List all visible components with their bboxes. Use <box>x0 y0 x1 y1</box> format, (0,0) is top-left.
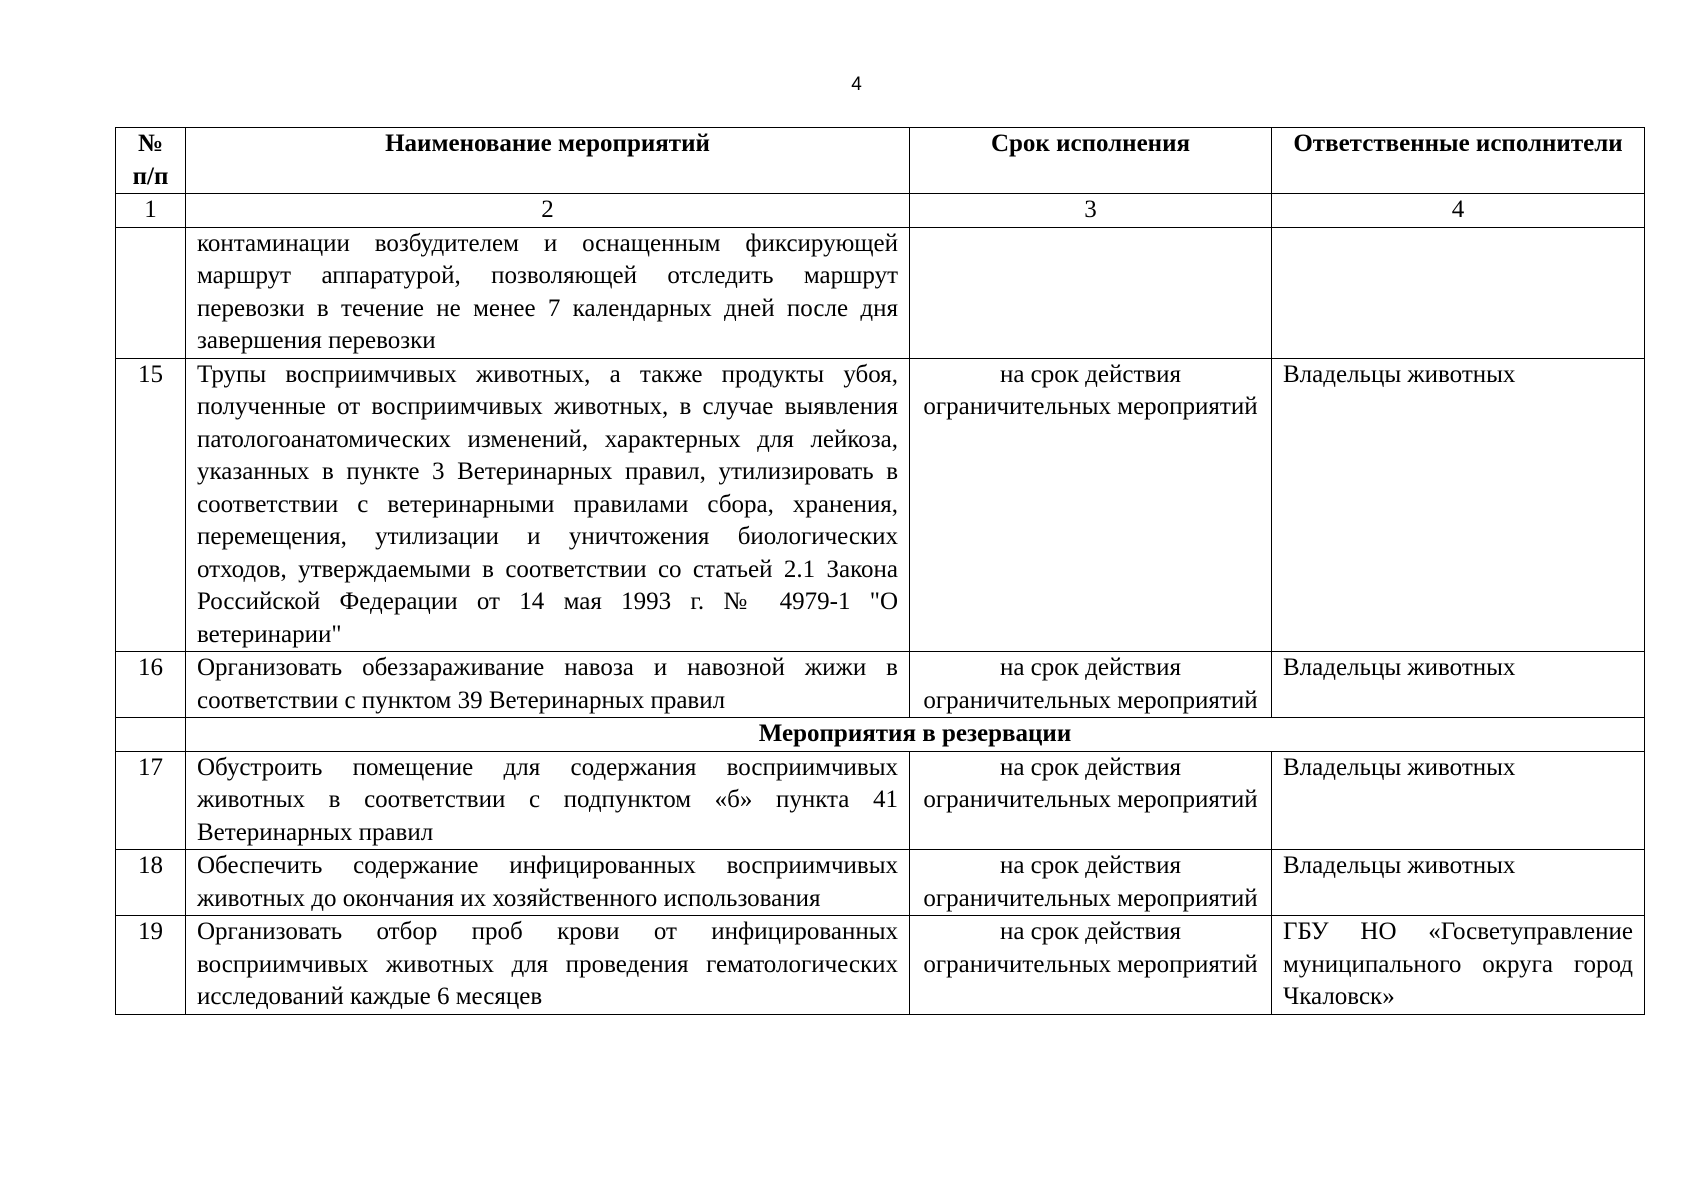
row-responsible: Владельцы животных <box>1272 850 1645 916</box>
column-index: 4 <box>1272 194 1645 228</box>
header-number: № п/п <box>116 128 186 194</box>
row-measure: Обеспечить содержание инфицированных восприимчивых животных до окончания их хозяйственного использования <box>186 850 910 916</box>
section-title: Мероприятия в резервации <box>186 718 1645 752</box>
table-row <box>116 916 1645 1015</box>
row-term: на срок действия ограничительных мероприятий <box>910 358 1272 652</box>
row-measure: Трупы восприимчивых животных, а также продукты убоя, полученные от восприимчивых животных, в случае выявления патологоанатомических изменений, характерных для лейкоза, указанных в пункте 3 Ветеринарных правил, утилизировать в соответствии с ветеринарными правилами сбора, хранения, перемещения, утилизации и уничтожения биологических отходов, утверждаемыми в соответствии со статьей 2.1 Закона Российской Федерации от 14 мая 1993 г. № 4979-1 "О ветеринарии" <box>186 358 910 652</box>
row-measure: Организовать обеззараживание навоза и навозной жижи в соответствии с пунктом 39 Ветеринарных правил <box>186 652 910 718</box>
table-row-continuation <box>116 227 1645 358</box>
header-responsible: Ответственные исполнители <box>1272 128 1645 194</box>
row-number: 15 <box>116 358 186 652</box>
row-measure: Организовать отбор проб крови от инфицированных восприимчивых животных для проведения гематологических исследований каждые 6 месяцев <box>186 916 910 1015</box>
row-responsible: Владельцы животных <box>1272 358 1645 652</box>
row-number: 19 <box>116 916 186 1015</box>
row-responsible <box>1272 227 1645 358</box>
row-responsible: Владельцы животных <box>1272 751 1645 850</box>
column-index: 3 <box>910 194 1272 228</box>
row-term: на срок действия ограничительных мероприятий <box>910 751 1272 850</box>
measures-table <box>115 127 1645 1015</box>
column-index-row <box>116 194 1645 228</box>
row-responsible: ГБУ НО «Госветуправление муниципального округа город Чкаловск» <box>1272 916 1645 1015</box>
header-term: Срок исполнения <box>910 128 1272 194</box>
row-term: на срок действия ограничительных мероприятий <box>910 850 1272 916</box>
row-measure: контаминации возбудителем и оснащенным фиксирующей маршрут аппаратурой, позволяющей отследить маршрут перевозки в течение не менее 7 календарных дней после дня завершения перевозки <box>186 227 910 358</box>
row-responsible: Владельцы животных <box>1272 652 1645 718</box>
row-term: на срок действия ограничительных мероприятий <box>910 652 1272 718</box>
section-row <box>116 718 1645 752</box>
table-row <box>116 652 1645 718</box>
column-index: 1 <box>116 194 186 228</box>
page-number: 4 <box>851 74 862 95</box>
table-row <box>116 358 1645 652</box>
row-number <box>116 227 186 358</box>
row-measure: Обустроить помещение для содержания восприимчивых животных в соответствии с подпунктом «б» пункта 41 Ветеринарных правил <box>186 751 910 850</box>
row-term <box>910 227 1272 358</box>
section-number-cell <box>116 718 186 752</box>
table-header-row <box>116 128 1645 194</box>
header-measure-name: Наименование мероприятий <box>186 128 910 194</box>
row-number: 18 <box>116 850 186 916</box>
table-row <box>116 850 1645 916</box>
column-index: 2 <box>186 194 910 228</box>
row-term: на срок действия ограничительных мероприятий <box>910 916 1272 1015</box>
table-row <box>116 751 1645 850</box>
row-number: 16 <box>116 652 186 718</box>
row-number: 17 <box>116 751 186 850</box>
